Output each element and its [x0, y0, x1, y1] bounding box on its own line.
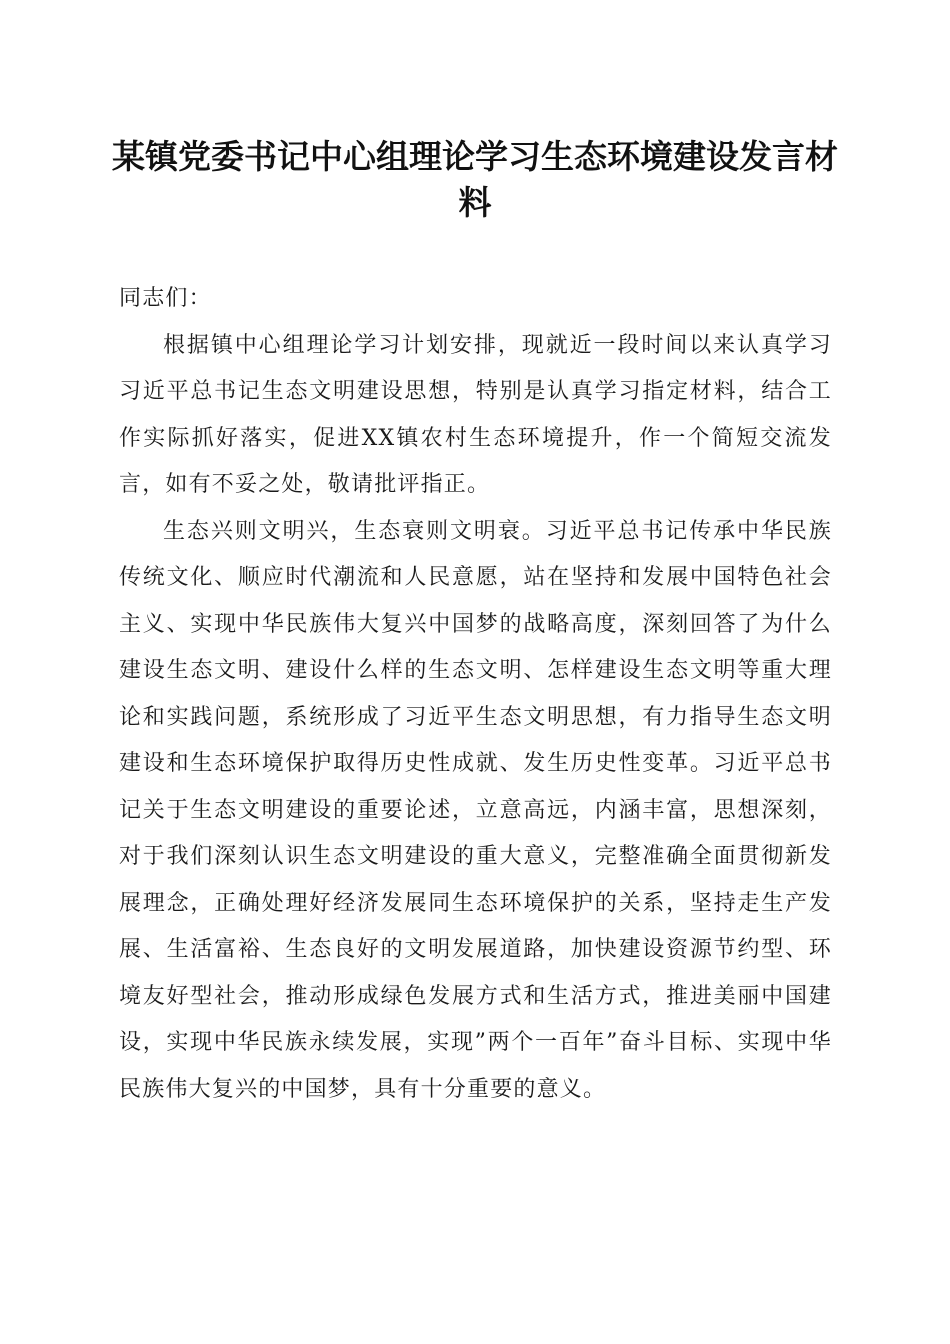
paragraph-intro: 根据镇中心组理论学习计划安排，现就近一段时间以来认真学习习近平总书记生态文明建设思想，特别是认真学习指定材料，结合工作实际抓好落实，促进XX镇农村生态环境提升，作一个简短交流发言，如有不妥之处，敬请批评指正。: [119, 332, 832, 497]
salutation: 同志们：: [119, 286, 212, 311]
document-title: 某镇党委书记中心组理论学习生态环境建设发言材料: [112, 137, 838, 222]
paragraph-ecology: 生态兴则文明兴，生态衰则文明衰。习近平总书记传承中华民族传统文化、顺应时代潮流和人民意愿，站在坚持和发展中国特色社会主义、实现中华民族伟大复兴中国梦的战略高度，深刻回答了为什么建设生态文明、建设什么样的生态文明、怎样建设生态文明等重大理论和实践问题，系统形成了习近平生态文明思想，有力指导生态文明建设和生态环境保护取得历史性成就、发生历史性变革。习近平总书记关于生态文明建设的重要论述，立意高远，内涵丰富，思想深刻，对于我们深刻认识生态文明建设的重大意义，完整准确全面贯彻新发展理念，正确处理好经济发展同生态环境保护的关系，坚持走生产发展、生活富裕、生态良好的文明发展道路，加快建设资源节约型、环境友好型社会，推动形成绿色发展方式和生活方式，推进美丽中国建设，实现中华民族永续发展，实现”两个一百年”奋斗目标、实现中华民族伟大复兴的中国梦，具有十分重要的意义。: [119, 518, 832, 1102]
document-body: [119, 276, 832, 1113]
